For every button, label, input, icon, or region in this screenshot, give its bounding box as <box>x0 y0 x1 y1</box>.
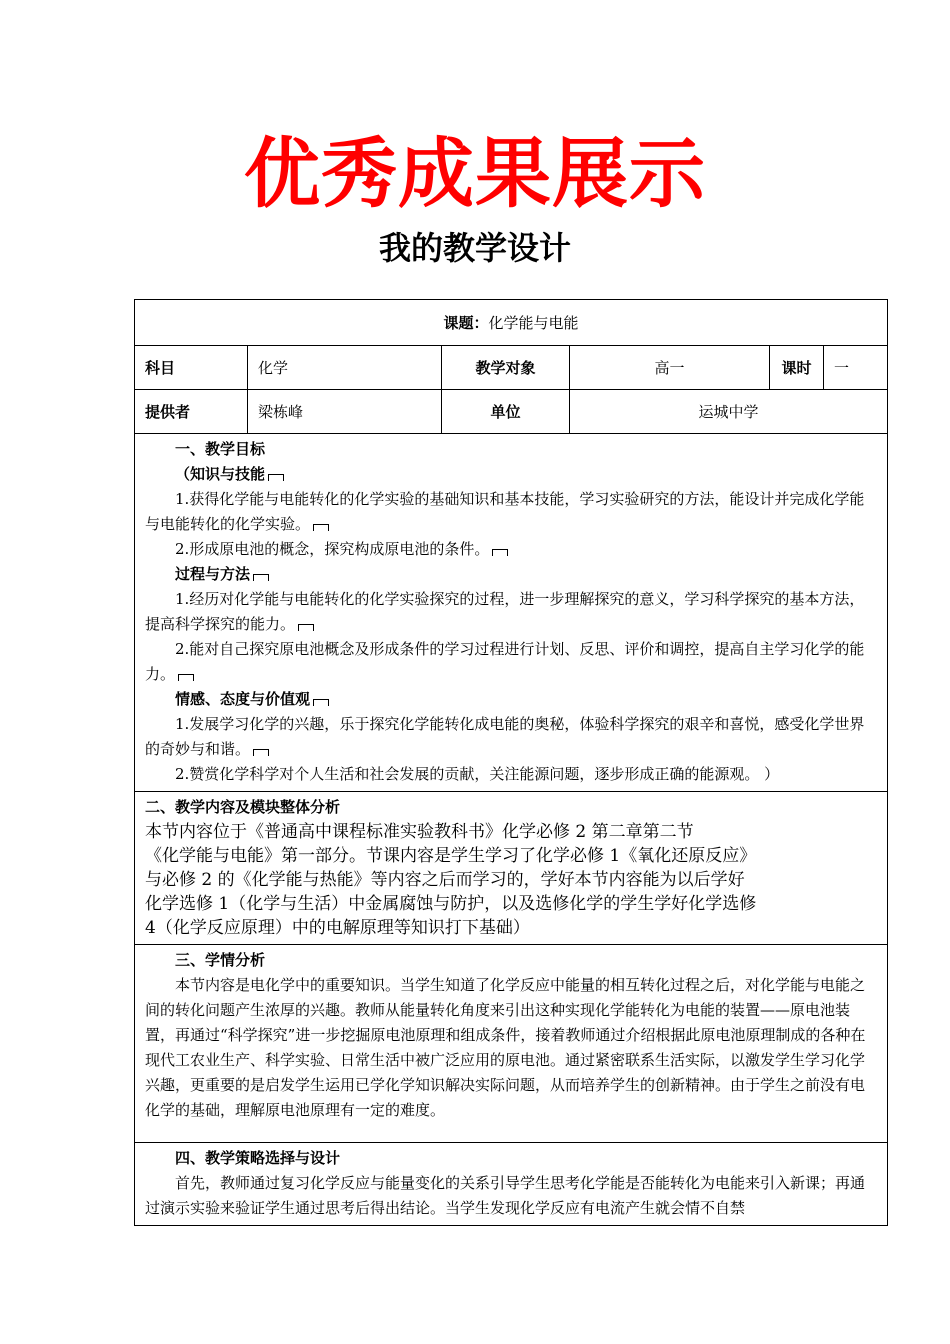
hours-label: 课时 <box>770 346 824 390</box>
page-subtitle: 我的教学设计 <box>378 229 571 267</box>
goals-row <box>135 434 888 792</box>
content-heading: 二、教学内容及模块整体分析 <box>145 798 341 816</box>
strategy-heading: 四、教学策略选择与设计 <box>175 1149 341 1167</box>
emotion-heading: 情感、态度与价值观 <box>145 687 877 712</box>
learners-row <box>135 945 888 1143</box>
process-item: 2.能对自己探究原电池概念及形成条件的学习过程进行计划、反思、评价和调控，提高自主学习化学的能力。 <box>145 640 865 683</box>
unit-value: 运城中学 <box>570 390 888 434</box>
knowledge-heading: （知识与技能 <box>145 462 877 487</box>
goals-section <box>135 434 888 792</box>
hours-value: 一 <box>824 346 888 390</box>
subject-row <box>135 346 888 390</box>
paragraph-mark <box>268 474 284 481</box>
lesson-design-table <box>134 299 888 1226</box>
topic-cell <box>135 300 888 346</box>
content-line: 本节内容位于《普通高中课程标准实验教科书》化学必修 2 第二章第二节 <box>145 822 694 842</box>
paragraph-mark <box>178 674 194 681</box>
goals-heading: 一、教学目标 <box>175 440 266 458</box>
process-heading: 过程与方法 <box>145 562 877 587</box>
unit-label: 单位 <box>442 390 570 434</box>
learners-section <box>135 945 888 1143</box>
topic-value: 化学能与电能 <box>488 314 579 332</box>
audience-label: 教学对象 <box>442 346 570 390</box>
strategy-row <box>135 1143 888 1226</box>
subject-value: 化学 <box>248 346 442 390</box>
topic-label: 课题： <box>443 314 489 332</box>
knowledge-item: 2.形成原电池的概念，探究构成原电池的条件。 <box>145 537 877 562</box>
content-line: 《化学能与电能》第一部分。节课内容是学生学习了化学必修 1《氧化还原反应》 <box>145 846 757 866</box>
knowledge-item: 1.获得化学能与电能转化的化学实验的基础知识和基本技能，学习实验研究的方法，能设计并完成化学能与电能转化的化学实验。 <box>145 490 865 533</box>
content-line: 化学选修 1（化学与生活）中金属腐蚀与防护，以及选修化学的学生学好化学选修 <box>145 894 757 914</box>
provider-row <box>135 390 888 434</box>
paragraph-mark <box>313 524 329 531</box>
content-row <box>135 792 888 945</box>
paragraph-mark <box>253 574 269 581</box>
content-line: 4（化学反应原理）中的电解原理等知识打下基础） <box>145 918 530 938</box>
content-line: 与必修 2 的《化学能与热能》等内容之后而学习的，学好本节内容能为以后学好 <box>145 870 745 890</box>
banner-title: 优秀成果展示 <box>244 129 706 218</box>
paragraph-mark <box>253 749 269 756</box>
learners-text: 本节内容是电化学中的重要知识。当学生知道了化学反应中能量的相互转化过程之后，对化学能与电能之间的转化问题产生浓厚的兴趣。教师从能量转化角度来引出这种实现化学能转化为电能的装置——原电池装置，再通过“科学探究”进一步挖掘原电池原理和组成条件，接着教师通过介绍根据此原电池原理制成的各种在现代工农业生产、科学实验、日常生活中被广泛应用的原电池。通过紧密联系生活实际，以激发学生学习化学兴趣，更重要的是启发学生运用已学化学知识解决实际问题，从而培养学生的创新精神。由于学生之前没有电化学的基础，理解原电池原理有一定的难度。 <box>145 976 866 1119</box>
content-section <box>135 792 888 945</box>
paragraph-mark <box>298 624 314 631</box>
strategy-text: 首先，教师通过复习化学反应与能量变化的关系引导学生思考化学能是否能转化为电能来引入新课；再通过演示实验来验证学生通过思考后得出结论。当学生发现化学反应有电流产生就会情不自禁 <box>145 1174 866 1217</box>
topic-row <box>135 300 888 346</box>
process-item: 1.经历对化学能与电能转化的化学实验探究的过程，进一步理解探究的意义，学习科学探究的基本方法，提高科学探究的能力。 <box>145 590 865 633</box>
provider-value: 梁栋峰 <box>248 390 442 434</box>
emotion-item: 1.发展学习化学的兴趣，乐于探究化学能转化成电能的奥秘，体验科学探究的艰辛和喜悦，感受化学世界的奇妙与和谐。 <box>145 715 865 758</box>
emotion-item: 2.赞赏化学科学对个人生活和社会发展的贡献，关注能源问题，逐步形成正确的能源观。 ） <box>175 765 780 783</box>
paragraph-mark <box>313 699 329 706</box>
provider-label: 提供者 <box>135 390 248 434</box>
paragraph-mark <box>492 549 508 556</box>
learners-heading: 三、学情分析 <box>175 951 266 969</box>
strategy-section <box>135 1143 888 1226</box>
subject-label: 科目 <box>135 346 248 390</box>
audience-value: 高一 <box>570 346 770 390</box>
